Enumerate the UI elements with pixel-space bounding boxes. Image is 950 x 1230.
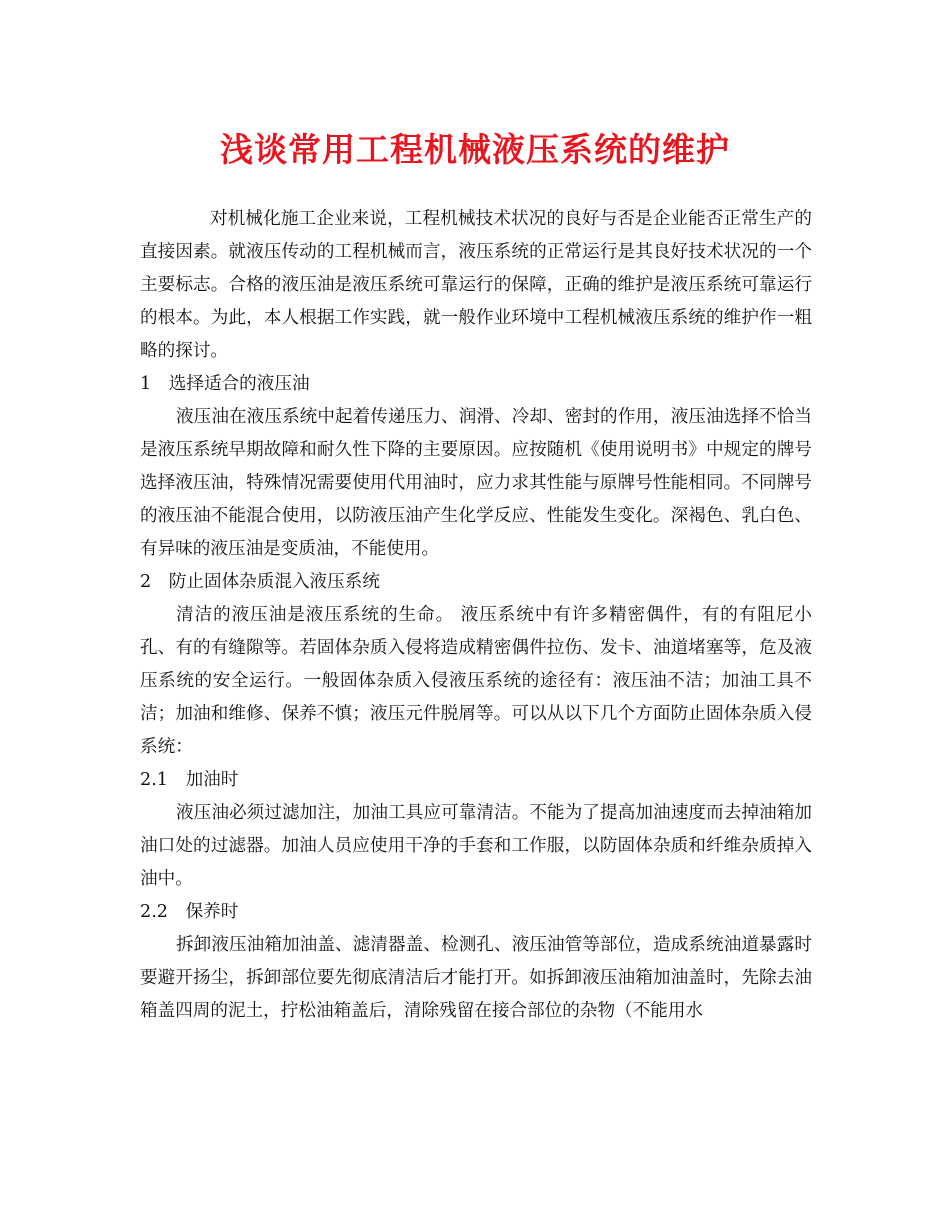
- intro-paragraph: 对机械化施工企业来说，工程机械技术状况的良好与否是企业能否正常生产的直接因素。就液压传动的工程机械而言，液压系统的正常运行是其良好技术状况的一个主要标志。合格的液压油是液压系统可靠运行的保障，正确的维护是液压系统可靠运行的根本。为此，本人根据工作实践，就一般作业环境中工程机械液压系统的维护作一粗略的探讨。: [140, 209, 812, 361]
- section-1-paragraph: 液压油在液压系统中起着传递压力、润滑、冷却、密封的作用，液压油选择不恰当是液压系统早期故障和耐久性下降的主要原因。应按随机《使用说明书》中规定的牌号选择液压油，特殊情况需要使用代用油时，应力求其性能与原牌号性能相同。不同牌号的液压油不能混合使用，以防液压油产生化学反应、性能发生变化。深褐色、乳白色、有异味的液压油是变质油，不能使用。: [140, 407, 812, 559]
- subsection-heading-2-1: 2.1 加油时: [140, 770, 239, 790]
- document-body: [140, 203, 812, 1028]
- document-title: 浅谈常用工程机械液压系统的维护: [220, 130, 730, 169]
- section-2-paragraph: 清洁的液压油是液压系统的生命。 液压系统中有许多精密偶件，有的有阻尼小孔、有的有缝隙等。若固体杂质入侵将造成精密偶件拉伤、发卡、油道堵塞等，危及液压系统的安全运行。一般固体杂质入侵液压系统的途径有：液压油不洁；加油工具不洁；加油和维修、保养不慎；液压元件脱屑等。可以从以下几个方面防止固体杂质入侵系统：: [140, 605, 812, 757]
- subsection-2-2-paragraph: 拆卸液压油箱加油盖、滤清器盖、检测孔、液压油管等部位，造成系统油道暴露时要避开扬尘，拆卸部位要先彻底清洁后才能打开。如拆卸液压油箱加油盖时，先除去油箱盖四周的泥土，拧松油箱盖后，清除残留在接合部位的杂物（不能用水: [140, 935, 812, 1021]
- section-heading-1: 1 选择适合的液压油: [140, 374, 310, 394]
- subsection-heading-2-2: 2.2 保养时: [140, 902, 239, 922]
- section-heading-2: 2 防止固体杂质混入液压系统: [140, 572, 380, 592]
- subsection-2-1-paragraph: 液压油必须过滤加注，加油工具应可靠清洁。不能为了提高加油速度而去掉油箱加油口处的过滤器。加油人员应使用干净的手套和工作服，以防固体杂质和纤维杂质掉入油中。: [140, 803, 812, 889]
